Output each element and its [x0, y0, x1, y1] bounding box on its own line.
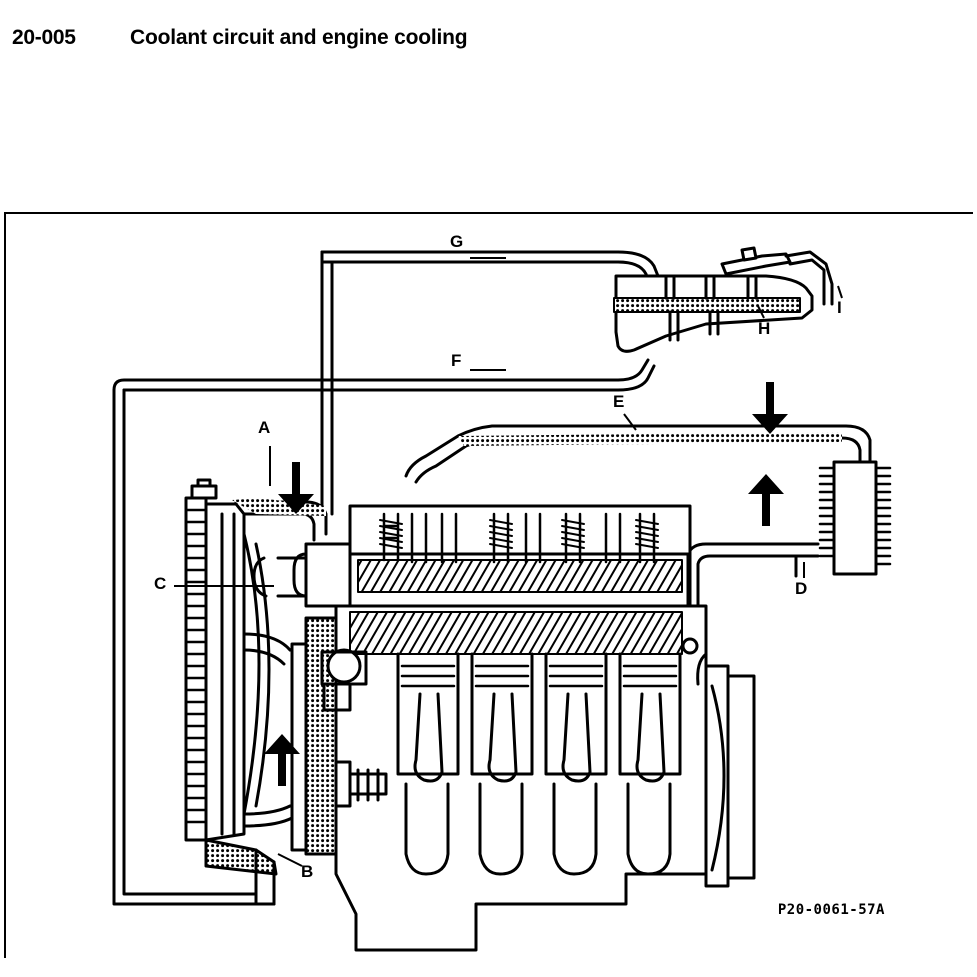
callout-c: C: [154, 574, 167, 593]
callout-d: D: [795, 579, 808, 598]
callout-f: F: [451, 351, 462, 370]
figure-area: [6, 214, 973, 958]
callout-i: I: [837, 298, 842, 317]
figure-frame: [4, 212, 973, 958]
page-header: [0, 0, 977, 64]
page-number: 20-005: [12, 26, 76, 49]
page-title: Coolant circuit and engine cooling: [130, 26, 468, 49]
callout-g: G: [450, 232, 464, 251]
figure-caption: P20-0061-57A: [777, 902, 885, 918]
coolant-circuit-diagram: [6, 214, 975, 960]
callout-h: H: [758, 319, 771, 338]
callout-e: E: [613, 392, 625, 411]
callout-a: A: [258, 418, 271, 437]
callout-b: B: [301, 862, 314, 881]
